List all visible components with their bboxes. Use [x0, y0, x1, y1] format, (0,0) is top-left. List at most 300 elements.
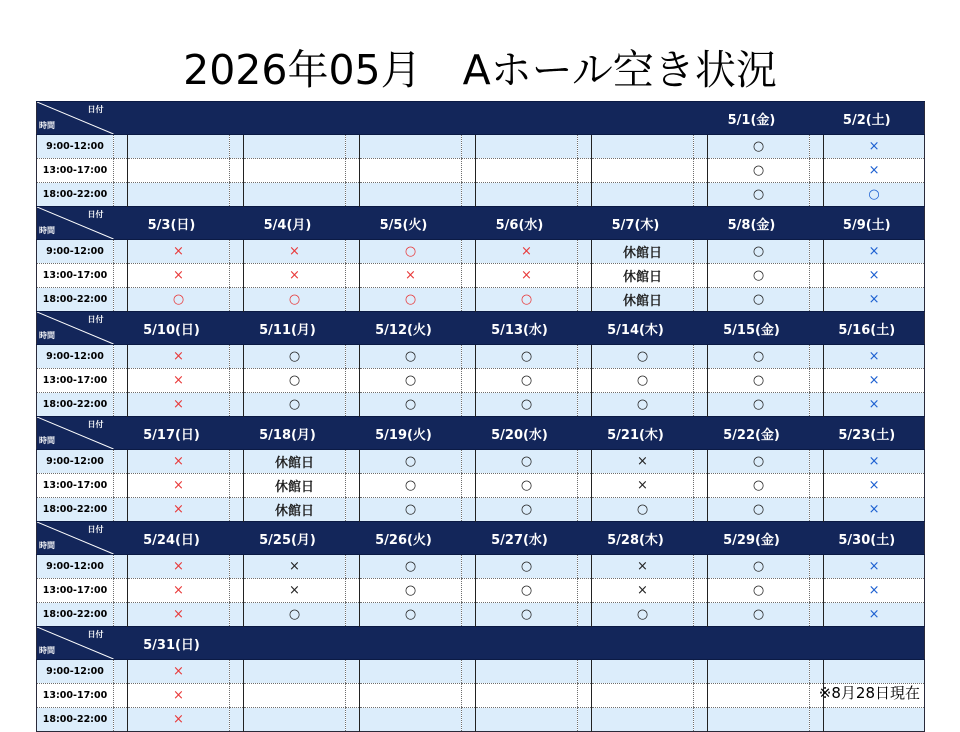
cell-spacer — [694, 474, 708, 498]
availability-table — [36, 101, 925, 732]
cell-spacer — [346, 684, 360, 708]
cell-spacer — [346, 135, 360, 159]
cell-spacer — [578, 183, 592, 207]
availability-cell — [476, 159, 578, 183]
date-header: 5/3(日) — [114, 207, 230, 240]
slot-row — [37, 183, 925, 207]
date-header: 5/26(火) — [346, 522, 462, 555]
cell-spacer — [462, 264, 476, 288]
time-slot-label: 9:00-12:00 — [37, 345, 114, 369]
availability-cell: ○ — [476, 450, 578, 474]
cell-spacer — [810, 474, 824, 498]
availability-cell: × — [128, 708, 230, 732]
cell-spacer — [462, 474, 476, 498]
cell-spacer — [578, 474, 592, 498]
date-header — [462, 627, 578, 660]
date-header — [578, 102, 694, 135]
cell-spacer — [694, 660, 708, 684]
cell-spacer — [346, 159, 360, 183]
date-header: 5/21(木) — [578, 417, 694, 450]
slot-row — [37, 240, 925, 264]
availability-cell: ○ — [244, 369, 346, 393]
availability-cell — [244, 183, 346, 207]
availability-cell: ○ — [476, 474, 578, 498]
availability-cell: ○ — [360, 450, 462, 474]
cell-spacer — [462, 498, 476, 522]
availability-cell — [708, 684, 810, 708]
date-header: 5/29(金) — [694, 522, 810, 555]
availability-cell: ○ — [708, 183, 810, 207]
cell-spacer — [810, 183, 824, 207]
date-axis-label: 日付 — [87, 105, 104, 114]
cell-spacer — [346, 183, 360, 207]
cell-spacer — [346, 264, 360, 288]
availability-cell: ○ — [592, 603, 694, 627]
availability-cell: ○ — [708, 135, 810, 159]
closed-day-cell: 休館日 — [244, 498, 346, 522]
date-header: 5/14(木) — [578, 312, 694, 345]
availability-cell: ○ — [244, 345, 346, 369]
time-axis-label: 時間 — [39, 646, 55, 655]
cell-spacer — [578, 288, 592, 312]
date-header: 5/11(月) — [230, 312, 346, 345]
availability-cell: ○ — [476, 393, 578, 417]
cell-spacer — [694, 684, 708, 708]
date-header: 5/23(土) — [810, 417, 925, 450]
date-header: 5/31(日) — [114, 627, 230, 660]
cell-spacer — [114, 264, 128, 288]
time-slot-label: 18:00-22:00 — [37, 183, 114, 207]
availability-cell — [592, 183, 694, 207]
date-header: 5/9(土) — [810, 207, 925, 240]
availability-cell: × — [128, 660, 230, 684]
cell-spacer — [810, 288, 824, 312]
availability-cell: ○ — [244, 393, 346, 417]
availability-cell: × — [824, 240, 925, 264]
availability-cell: × — [128, 393, 230, 417]
date-header — [346, 102, 462, 135]
slot-row — [37, 498, 925, 522]
cell-spacer — [114, 393, 128, 417]
date-header: 5/25(月) — [230, 522, 346, 555]
availability-cell: × — [360, 264, 462, 288]
availability-cell: × — [244, 240, 346, 264]
cell-spacer — [346, 369, 360, 393]
availability-cell — [244, 159, 346, 183]
cell-spacer — [810, 264, 824, 288]
availability-cell — [360, 135, 462, 159]
week-header-row — [37, 417, 925, 450]
cell-spacer — [694, 183, 708, 207]
availability-cell: × — [128, 450, 230, 474]
date-header — [578, 627, 694, 660]
availability-cell: ○ — [592, 393, 694, 417]
cell-spacer — [694, 288, 708, 312]
cell-spacer — [462, 660, 476, 684]
time-slot-label: 18:00-22:00 — [37, 288, 114, 312]
cell-spacer — [346, 393, 360, 417]
cell-spacer — [230, 579, 244, 603]
availability-cell — [128, 135, 230, 159]
availability-cell: × — [592, 474, 694, 498]
availability-cell: × — [128, 603, 230, 627]
time-slot-label: 9:00-12:00 — [37, 240, 114, 264]
availability-cell: ○ — [360, 498, 462, 522]
availability-cell: ○ — [360, 369, 462, 393]
date-header: 5/13(水) — [462, 312, 578, 345]
time-slot-label: 13:00-17:00 — [37, 684, 114, 708]
cell-spacer — [810, 498, 824, 522]
cell-spacer — [230, 393, 244, 417]
cell-spacer — [578, 555, 592, 579]
availability-cell — [476, 684, 578, 708]
cell-spacer — [578, 135, 592, 159]
availability-cell — [476, 135, 578, 159]
cell-spacer — [230, 603, 244, 627]
cell-spacer — [694, 450, 708, 474]
availability-cell: ○ — [708, 345, 810, 369]
date-header — [810, 627, 925, 660]
cell-spacer — [578, 498, 592, 522]
cell-spacer — [230, 555, 244, 579]
cell-spacer — [578, 450, 592, 474]
week-header-row — [37, 522, 925, 555]
availability-cell: ○ — [244, 288, 346, 312]
availability-cell: ○ — [708, 264, 810, 288]
cell-spacer — [114, 603, 128, 627]
time-slot-label: 9:00-12:00 — [37, 555, 114, 579]
availability-cell — [360, 159, 462, 183]
cell-spacer — [810, 393, 824, 417]
availability-cell: ○ — [592, 345, 694, 369]
slot-row — [37, 603, 925, 627]
availability-cell: × — [244, 264, 346, 288]
availability-cell: × — [824, 450, 925, 474]
closed-day-cell: 休館日 — [592, 240, 694, 264]
slot-row — [37, 345, 925, 369]
cell-spacer — [694, 345, 708, 369]
availability-cell — [244, 135, 346, 159]
availability-cell: ○ — [708, 498, 810, 522]
cell-spacer — [810, 450, 824, 474]
cell-spacer — [346, 345, 360, 369]
cell-spacer — [694, 369, 708, 393]
availability-cell — [360, 684, 462, 708]
cell-spacer — [230, 159, 244, 183]
availability-cell: × — [592, 579, 694, 603]
availability-cell: ○ — [476, 288, 578, 312]
date-header: 5/19(火) — [346, 417, 462, 450]
cell-spacer — [462, 579, 476, 603]
cell-spacer — [810, 369, 824, 393]
availability-cell: ○ — [360, 240, 462, 264]
availability-cell: × — [824, 498, 925, 522]
cell-spacer — [346, 579, 360, 603]
availability-cell: × — [128, 474, 230, 498]
cell-spacer — [810, 579, 824, 603]
date-header — [346, 627, 462, 660]
availability-cell: × — [824, 345, 925, 369]
cell-spacer — [578, 684, 592, 708]
date-header: 5/22(金) — [694, 417, 810, 450]
cell-spacer — [230, 135, 244, 159]
availability-cell: × — [824, 603, 925, 627]
slot-row — [37, 393, 925, 417]
time-slot-label: 9:00-12:00 — [37, 135, 114, 159]
availability-cell: × — [824, 369, 925, 393]
date-axis-label: 日付 — [87, 420, 104, 429]
date-header: 5/20(水) — [462, 417, 578, 450]
cell-spacer — [462, 183, 476, 207]
time-slot-label: 18:00-22:00 — [37, 498, 114, 522]
availability-cell: × — [476, 240, 578, 264]
cell-spacer — [114, 183, 128, 207]
cell-spacer — [694, 159, 708, 183]
cell-spacer — [462, 603, 476, 627]
date-header: 5/24(日) — [114, 522, 230, 555]
time-axis-label: 時間 — [39, 436, 55, 445]
date-header: 5/16(土) — [810, 312, 925, 345]
cell-spacer — [346, 555, 360, 579]
cell-spacer — [694, 603, 708, 627]
date-header: 5/6(水) — [462, 207, 578, 240]
cell-spacer — [694, 135, 708, 159]
cell-spacer — [230, 288, 244, 312]
availability-cell — [128, 159, 230, 183]
time-axis-label: 時間 — [39, 331, 55, 340]
cell-spacer — [114, 474, 128, 498]
availability-cell: ○ — [244, 603, 346, 627]
availability-cell: × — [128, 264, 230, 288]
date-header: 5/30(土) — [810, 522, 925, 555]
availability-cell — [476, 660, 578, 684]
availability-cell: ○ — [708, 555, 810, 579]
cell-spacer — [230, 474, 244, 498]
date-header — [230, 102, 346, 135]
cell-spacer — [114, 240, 128, 264]
header-corner — [37, 627, 114, 660]
availability-cell — [824, 660, 925, 684]
availability-cell: ○ — [360, 579, 462, 603]
availability-cell — [244, 684, 346, 708]
cell-spacer — [114, 288, 128, 312]
cell-spacer — [694, 579, 708, 603]
cell-spacer — [578, 579, 592, 603]
closed-day-cell: 休館日 — [592, 264, 694, 288]
availability-cell — [592, 159, 694, 183]
availability-cell: ○ — [360, 393, 462, 417]
week-header-row — [37, 312, 925, 345]
slot-row — [37, 474, 925, 498]
date-header: 5/2(土) — [810, 102, 925, 135]
date-header: 5/15(金) — [694, 312, 810, 345]
date-axis-label: 日付 — [87, 630, 104, 639]
availability-cell: ○ — [824, 183, 925, 207]
header-corner — [37, 102, 114, 135]
cell-spacer — [230, 345, 244, 369]
availability-cell — [592, 660, 694, 684]
cell-spacer — [578, 393, 592, 417]
availability-cell: × — [128, 579, 230, 603]
date-header: 5/12(火) — [346, 312, 462, 345]
cell-spacer — [578, 264, 592, 288]
cell-spacer — [230, 498, 244, 522]
date-header: 5/28(木) — [578, 522, 694, 555]
availability-cell: ○ — [476, 603, 578, 627]
cell-spacer — [230, 369, 244, 393]
cell-spacer — [346, 240, 360, 264]
cell-spacer — [462, 450, 476, 474]
availability-cell: × — [824, 135, 925, 159]
week-header-row — [37, 102, 925, 135]
availability-cell — [708, 660, 810, 684]
as-of-note: ※8月28日現在 — [818, 684, 920, 702]
availability-cell: ○ — [360, 474, 462, 498]
cell-spacer — [694, 264, 708, 288]
availability-cell: × — [592, 555, 694, 579]
availability-cell: × — [824, 393, 925, 417]
time-slot-label: 18:00-22:00 — [37, 393, 114, 417]
cell-spacer — [346, 474, 360, 498]
time-axis-label: 時間 — [39, 121, 55, 130]
week-header-row — [37, 627, 925, 660]
availability-cell: ○ — [476, 345, 578, 369]
date-header: 5/7(木) — [578, 207, 694, 240]
time-slot-label: 18:00-22:00 — [37, 603, 114, 627]
availability-cell — [244, 660, 346, 684]
availability-cell: × — [244, 555, 346, 579]
cell-spacer — [114, 135, 128, 159]
cell-spacer — [810, 345, 824, 369]
availability-cell — [476, 183, 578, 207]
date-header — [230, 627, 346, 660]
cell-spacer — [810, 159, 824, 183]
date-header: 5/8(金) — [694, 207, 810, 240]
availability-cell — [592, 684, 694, 708]
availability-cell: ○ — [708, 369, 810, 393]
cell-spacer — [578, 159, 592, 183]
cell-spacer — [230, 240, 244, 264]
cell-spacer — [230, 660, 244, 684]
slot-row — [37, 450, 925, 474]
slot-row — [37, 684, 925, 708]
slot-row — [37, 135, 925, 159]
availability-cell — [128, 183, 230, 207]
cell-spacer — [230, 264, 244, 288]
date-header: 5/10(日) — [114, 312, 230, 345]
cell-spacer — [230, 684, 244, 708]
availability-cell: × — [128, 240, 230, 264]
availability-cell: ○ — [476, 555, 578, 579]
cell-spacer — [462, 135, 476, 159]
cell-spacer — [114, 159, 128, 183]
availability-cell: ○ — [708, 288, 810, 312]
date-axis-label: 日付 — [87, 210, 104, 219]
time-slot-label: 13:00-17:00 — [37, 264, 114, 288]
slot-row — [37, 555, 925, 579]
availability-cell: ○ — [708, 159, 810, 183]
availability-cell: × — [244, 579, 346, 603]
cell-spacer — [114, 450, 128, 474]
availability-cell: × — [128, 555, 230, 579]
availability-cell: ○ — [360, 603, 462, 627]
slot-row — [37, 288, 925, 312]
time-slot-label: 18:00-22:00 — [37, 708, 114, 732]
availability-cell: ○ — [360, 345, 462, 369]
time-axis-label: 時間 — [39, 226, 55, 235]
availability-cell: × — [824, 159, 925, 183]
cell-spacer — [462, 159, 476, 183]
cell-spacer — [346, 603, 360, 627]
availability-cell: ○ — [128, 288, 230, 312]
cell-spacer — [810, 555, 824, 579]
time-axis-label: 時間 — [39, 541, 55, 550]
cell-spacer — [114, 345, 128, 369]
date-header — [694, 627, 810, 660]
cell-spacer — [346, 660, 360, 684]
header-corner — [37, 522, 114, 555]
cell-spacer — [462, 345, 476, 369]
availability-cell: × — [476, 264, 578, 288]
time-slot-label: 13:00-17:00 — [37, 159, 114, 183]
cell-spacer — [694, 498, 708, 522]
cell-spacer — [114, 369, 128, 393]
availability-cell: × — [128, 345, 230, 369]
page-title: 2026年05月 Aホール空き状況 — [183, 46, 777, 94]
slot-row — [37, 369, 925, 393]
availability-cell: × — [824, 474, 925, 498]
closed-day-cell: 休館日 — [244, 450, 346, 474]
cell-spacer — [578, 369, 592, 393]
availability-cell: ○ — [708, 240, 810, 264]
availability-cell: × — [824, 288, 925, 312]
availability-cell: ○ — [360, 555, 462, 579]
cell-spacer — [346, 450, 360, 474]
availability-cell: ○ — [592, 498, 694, 522]
availability-cell — [360, 660, 462, 684]
cell-spacer — [230, 450, 244, 474]
week-header-row — [37, 207, 925, 240]
cell-spacer — [114, 684, 128, 708]
availability-cell: × — [824, 555, 925, 579]
date-header: 5/1(金) — [694, 102, 810, 135]
date-header: 5/17(日) — [114, 417, 230, 450]
time-slot-label: 13:00-17:00 — [37, 474, 114, 498]
slot-row — [37, 159, 925, 183]
date-axis-label: 日付 — [87, 525, 104, 534]
date-header: 5/18(月) — [230, 417, 346, 450]
time-slot-label: 9:00-12:00 — [37, 450, 114, 474]
cell-spacer — [694, 240, 708, 264]
availability-cell — [360, 183, 462, 207]
cell-spacer — [578, 345, 592, 369]
date-header — [114, 102, 230, 135]
cell-spacer — [462, 288, 476, 312]
availability-cell: × — [824, 264, 925, 288]
cell-spacer — [462, 369, 476, 393]
cell-spacer — [114, 498, 128, 522]
cell-spacer — [810, 240, 824, 264]
availability-cell: ○ — [476, 498, 578, 522]
date-header: 5/5(火) — [346, 207, 462, 240]
cell-spacer — [810, 135, 824, 159]
date-header — [462, 102, 578, 135]
time-slot-label: 13:00-17:00 — [37, 369, 114, 393]
availability-cell: ○ — [592, 369, 694, 393]
cell-spacer — [114, 555, 128, 579]
date-header: 5/27(水) — [462, 522, 578, 555]
cell-spacer — [810, 603, 824, 627]
